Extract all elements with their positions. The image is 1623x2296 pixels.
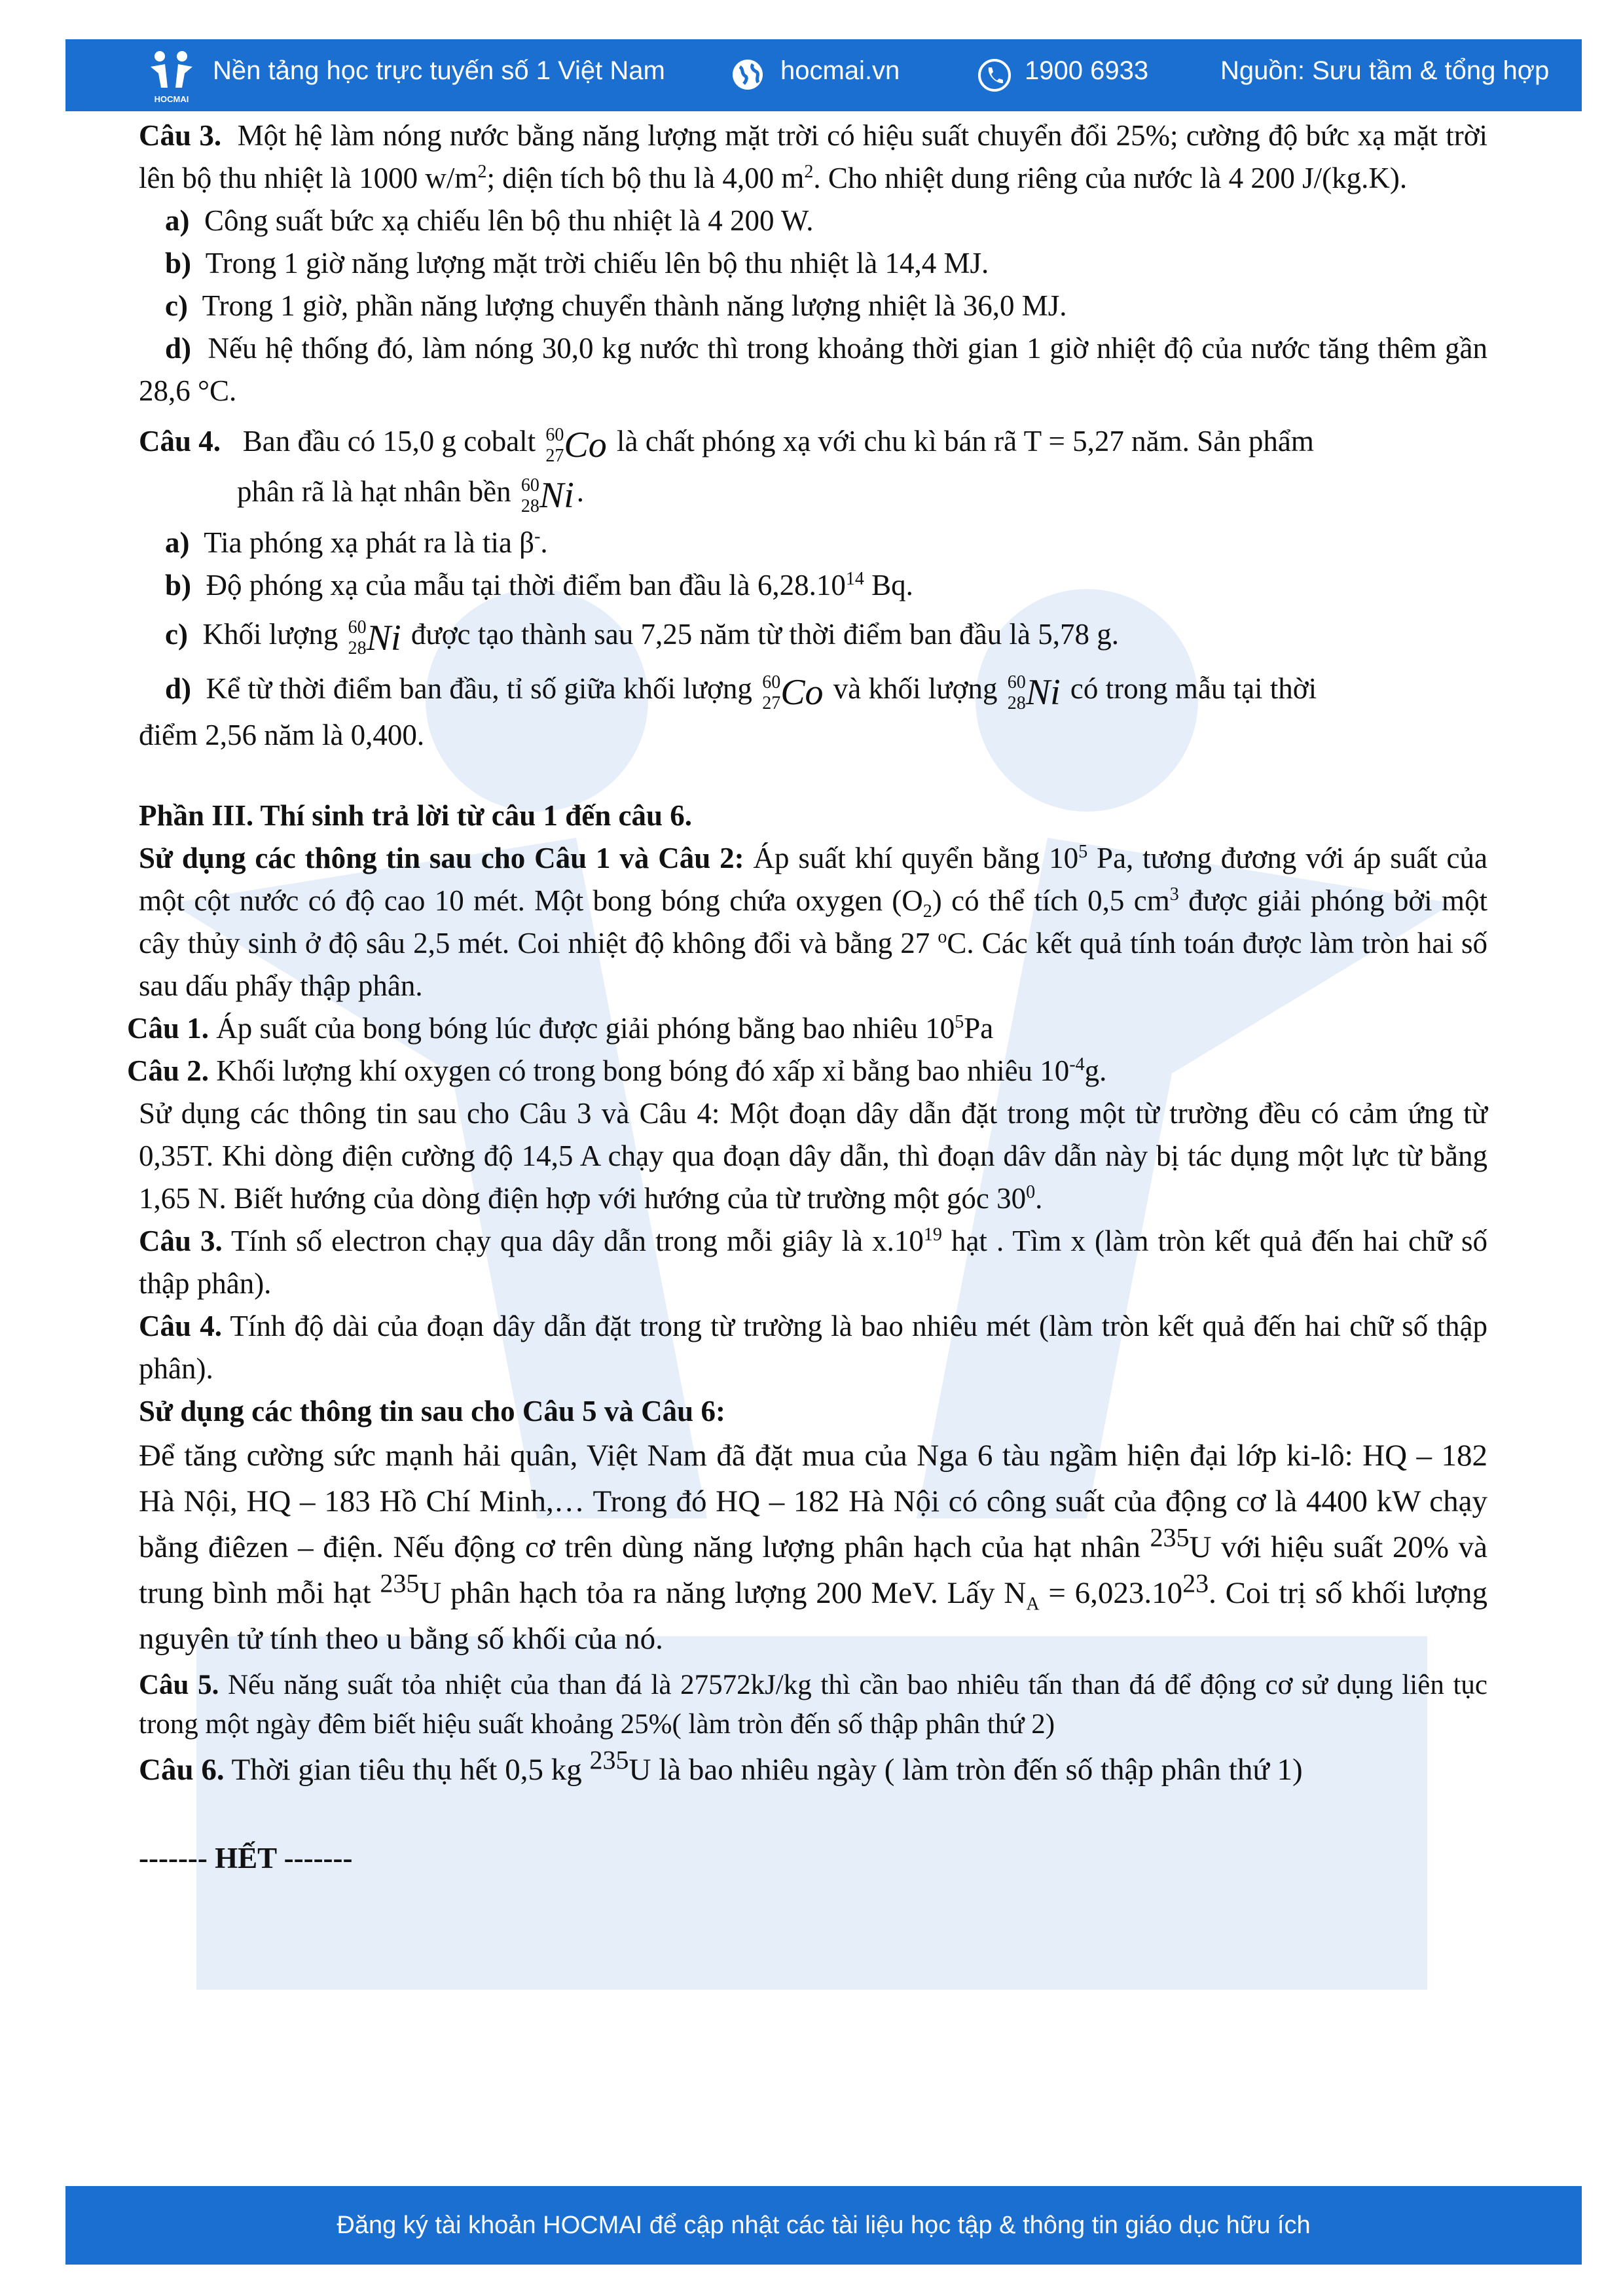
hotline-number[interactable]: 1900 6933 bbox=[1025, 56, 1149, 85]
q4-a-sup: - bbox=[534, 526, 541, 547]
q4-d-label: d) bbox=[165, 672, 192, 705]
cobalt-60-isotope-d bbox=[762, 669, 823, 714]
q4-a-label: a) bbox=[165, 526, 190, 559]
ni-symbol: Ni bbox=[539, 475, 574, 516]
globe-icon bbox=[731, 58, 765, 92]
part3-title: Phần III. Thí sinh trả lời từ câu 1 đến câu 6. bbox=[139, 799, 693, 832]
info12-text-c: ) có thể tích 0,5 cm bbox=[932, 884, 1170, 917]
p3-c3-tail: hạt . Tìm x (làm tròn kết quả đến hai chữ số thập phân). bbox=[139, 1225, 1487, 1300]
co-mass-number: 60 bbox=[545, 424, 564, 445]
co-symbol: Co bbox=[564, 425, 607, 466]
q3-c-text: Trong 1 giờ, phần năng lượng chuyển thành năng lượng nhiệt là 36,0 MJ. bbox=[202, 289, 1067, 322]
q3-stem-text-c: . Cho nhiệt dung riêng của nước là 4 200 J/(kg.K). bbox=[813, 162, 1408, 194]
co-atomic-number: 27 bbox=[762, 692, 781, 713]
nickel-60-isotope-d bbox=[1008, 669, 1061, 714]
p3-c2-tail: g. bbox=[1084, 1054, 1107, 1087]
p3-c1-label: Câu 1. bbox=[127, 1012, 210, 1045]
q3-sup-1: 2 bbox=[477, 162, 487, 182]
info12-label: Sử dụng các thông tin sau cho Câu 1 và Câu 2: bbox=[139, 842, 744, 874]
p3-c2-text: Khối lượng khí oxygen có trong bong bóng đó xấp xỉ bằng bao nhiêu 10 bbox=[209, 1054, 1070, 1087]
document-body bbox=[127, 115, 1488, 1880]
co-mass-number: 60 bbox=[762, 672, 781, 692]
info56-text-c: U phân hạch tỏa ra năng lượng 200 MeV. Lấy N bbox=[419, 1576, 1027, 1610]
footer-text[interactable]: Đăng ký tài khoản HOCMAI để cập nhật các tài liệu học tập & thông tin giáo dục hữu ích bbox=[337, 2211, 1311, 2239]
info56-text-e: . Coi trị số khối lượng nguyên tử tính theo u bằng số khối của nó. bbox=[139, 1576, 1487, 1656]
info56-text-a: Để tăng cường sức mạnh hải quân, Việt Nam đã đặt mua của Nga 6 tàu ngầm hiện đại lớp ki-lô: HQ – 182 Hà Nội, HQ – 183 Hồ Chí Minh,… Trong đó HQ – 182 Hà Nội có công suất của động cơ là 4400 kW chạy bằng điêzen – điện. Nếu động cơ trên dùng năng lượng phân hạch của hạt nhân bbox=[139, 1439, 1487, 1564]
p3-question-2 bbox=[127, 1050, 1487, 1092]
section-gap bbox=[139, 757, 1487, 795]
ni-mass-number: 60 bbox=[348, 617, 367, 638]
q3-option-d bbox=[139, 327, 1487, 412]
q3-sup-2: 2 bbox=[804, 162, 814, 182]
q4-c-label: c) bbox=[165, 617, 188, 651]
ni-symbol: Ni bbox=[366, 617, 401, 658]
q4-a-text: Tia phóng xạ phát ra là tia β bbox=[204, 526, 535, 559]
info12-text-d: được giải phóng bởi một cây thủy sinh ở độ sâu 2,5 mét. Coi nhiệt độ không đổi và bằng 27 bbox=[139, 884, 1487, 960]
p3-c6-text-a: Thời gian tiêu thụ hết 0,5 kg bbox=[224, 1753, 590, 1787]
p3-c2-sup: -4 bbox=[1069, 1054, 1085, 1075]
p3-c5-label: Câu 5. bbox=[139, 1670, 219, 1700]
info12-sup2: 3 bbox=[1169, 884, 1179, 905]
q3-d-text: Nếu hệ thống đó, làm nóng 30,0 kg nước thì trong khoảng thời gian 1 giờ nhiệt độ của nước tăng thêm gần 28,6 °C. bbox=[139, 332, 1487, 407]
page-footer-bar[interactable] bbox=[65, 2186, 1582, 2265]
q4-option-b bbox=[139, 564, 1487, 607]
page-header-bar bbox=[65, 39, 1582, 111]
info12-sup3: o bbox=[938, 927, 947, 947]
q4-stem bbox=[139, 420, 1487, 467]
p3-question-3 bbox=[139, 1220, 1487, 1305]
info12-text-e: C. Các kết quả tính toán được làm tròn hai số sau dấu phẩy thập phân. bbox=[139, 927, 1487, 1002]
q3-label: Câu 3. bbox=[139, 119, 222, 152]
cobalt-60-isotope bbox=[545, 422, 606, 467]
info34-sup: 0 bbox=[1026, 1182, 1036, 1202]
na-sub: A bbox=[1026, 1594, 1040, 1615]
info34-text: Sử dụng các thông tin sau cho Câu 3 và Câu 4: Một đoạn dây dẫn đặt trong một từ trường đều có cảm ứng từ 0,35T. Khi dòng điện cường độ 14,5 A chạy qua đoạn dây dẫn, thì đoạn dâv dẫn này bị tác dụng một lực từ bằng 1,65 N. Biết hướng của dòng điện hợp với hướng của từ trường một góc 30 bbox=[139, 1097, 1487, 1215]
p3-c3-sup: 19 bbox=[923, 1225, 942, 1245]
q4-option-d-line2 bbox=[139, 714, 1487, 757]
info-q3-q4 bbox=[139, 1092, 1487, 1220]
q4-d-text-b: và khối lượng bbox=[833, 672, 998, 705]
p3-c4-text: Tính độ dài của đoạn dây dẫn đặt trong từ trường là bao nhiêu mét (làm tròn kết quả đến hai chữ số thập phân). bbox=[139, 1310, 1487, 1385]
q4-stem-line2: phân rã là hạt nhân bền 60 28Ni. bbox=[139, 471, 1487, 517]
p3-question-4 bbox=[139, 1305, 1487, 1390]
q4-stem-text-a: Ban đầu có 15,0 g cobalt bbox=[242, 425, 536, 457]
end-marker: ------- HẾT ------- bbox=[139, 1842, 353, 1874]
svg-text:HOCMAI: HOCMAI bbox=[154, 94, 189, 104]
info-q1-q2 bbox=[139, 837, 1487, 1007]
p3-c1-sup: 5 bbox=[955, 1012, 964, 1032]
q4-d-text-d: điểm 2,56 năm là 0,400. bbox=[139, 719, 425, 751]
ni-symbol: Ni bbox=[1025, 672, 1061, 713]
p3-c3-text: Tính số electron chạy qua dây dẫn trong mỗi giây là x.10 bbox=[222, 1225, 924, 1257]
p3-c6-label: Câu 6. bbox=[139, 1753, 225, 1787]
p3-c1-text: Áp suất của bong bóng lúc được giải phóng bằng bao nhiêu 10 bbox=[209, 1012, 955, 1045]
q4-stem-text-c: phân rã là hạt nhân bền bbox=[237, 475, 511, 509]
u235-sup-2: 235 bbox=[380, 1568, 420, 1598]
info12-sup: 5 bbox=[1078, 842, 1088, 862]
site-url[interactable]: hocmai.vn bbox=[780, 56, 900, 85]
info12-text-a: Áp suất khí quyển bằng 10 bbox=[744, 842, 1079, 874]
p3-c4-label: Câu 4. bbox=[139, 1310, 222, 1342]
q4-option-c bbox=[139, 613, 1487, 660]
u235-sup-3: 235 bbox=[589, 1745, 629, 1775]
q3-option-a bbox=[139, 200, 1487, 242]
ni-atomic-number: 28 bbox=[348, 638, 367, 659]
info-q5-q6 bbox=[139, 1433, 1487, 1662]
q3-b-label: b) bbox=[165, 247, 192, 279]
q3-stem-text-a: Một hệ làm nóng nước bằng năng lượng mặt trời có hiệu suất chuyển đổi 25%; cường độ bức xạ mặt trời lên bộ thu nhiệt là 1000 w/m bbox=[139, 119, 1487, 194]
info56-text-b: U với hiệu suất 20% và trung bình mỗi hạt bbox=[139, 1530, 1487, 1610]
q4-c-text-a: Khối lượng bbox=[202, 617, 338, 651]
q3-c-label: c) bbox=[165, 289, 188, 322]
p3-c6-text-b: U là bao nhiêu ngày ( làm tròn đến số thập phân thứ 1) bbox=[629, 1753, 1303, 1787]
q3-stem-text-b: ; diện tích bộ thu là 4,00 m bbox=[486, 162, 805, 194]
na-sup: 23 bbox=[1182, 1568, 1209, 1598]
q3-option-b bbox=[139, 242, 1487, 285]
p3-question-1 bbox=[127, 1007, 1487, 1050]
brand-tagline: Nền tảng học trực tuyến số 1 Việt Nam bbox=[213, 56, 665, 85]
ni-atomic-number: 28 bbox=[520, 496, 539, 516]
q4-stem-text-b: là chất phóng xạ với chu kì bán rã T = 5,27 năm. Sản phẩm bbox=[617, 425, 1314, 457]
q4-b-sup: 14 bbox=[845, 568, 864, 589]
q4-c-text-b: được tạo thành sau 7,25 năm từ thời điểm ban đầu là 5,78 g. bbox=[410, 617, 1120, 651]
ni-atomic-number: 28 bbox=[1007, 692, 1026, 713]
q4-label: Câu 4. bbox=[139, 425, 221, 457]
hocmai-logo-icon bbox=[145, 47, 198, 105]
p3-question-5 bbox=[139, 1666, 1487, 1744]
q4-b-text: Độ phóng xạ của mẫu tại thời điểm ban đầu là 6,28.10 bbox=[206, 568, 846, 601]
q3-stem bbox=[139, 115, 1487, 200]
info34-tail: . bbox=[1035, 1182, 1043, 1215]
q3-a-label: a) bbox=[165, 204, 190, 237]
source-note: Nguồn: Sưu tầm & tổng hợp bbox=[1220, 56, 1550, 85]
nickel-60-isotope bbox=[521, 472, 574, 517]
q4-d-text-a: Kể từ thời điểm ban đầu, tỉ số giữa khối lượng bbox=[206, 672, 752, 705]
co-symbol: Co bbox=[780, 672, 824, 713]
q4-d-text-c: có trong mẫu tại thời bbox=[1070, 672, 1317, 705]
phone-icon bbox=[977, 58, 1012, 93]
ni-mass-number: 60 bbox=[520, 475, 539, 495]
q4-b-tail: Bq. bbox=[864, 568, 913, 601]
info56-label: Sử dụng các thông tin sau cho Câu 5 và Câu 6: bbox=[139, 1395, 725, 1427]
ni-mass-number: 60 bbox=[1007, 672, 1026, 692]
nickel-60-isotope-c bbox=[348, 615, 401, 660]
q4-option-a: a) Tia phóng xạ phát ra là tia β-. bbox=[165, 526, 548, 559]
q3-option-c bbox=[139, 285, 1487, 327]
u235-sup: 235 bbox=[1150, 1522, 1190, 1552]
q4-b-label: b) bbox=[165, 568, 192, 601]
q3-b-text: Trong 1 giờ năng lượng mặt trời chiếu lên bộ thu nhiệt là 14,4 MJ. bbox=[205, 247, 989, 279]
info56-text-d: = 6,023.10 bbox=[1039, 1576, 1183, 1610]
p3-question-6 bbox=[139, 1745, 1487, 1791]
p3-c2-label: Câu 2. bbox=[127, 1054, 210, 1087]
q3-a-text: Công suất bức xạ chiếu lên bộ thu nhiệt là 4 200 W. bbox=[204, 204, 814, 237]
info12-text-b: Pa, tương đương với áp suất của một cột nước có độ cao 10 mét. Một bong bóng chứa oxygen (O bbox=[139, 842, 1488, 917]
p3-c3-label: Câu 3. bbox=[139, 1225, 223, 1257]
co-atomic-number: 27 bbox=[545, 445, 564, 466]
p3-c1-tail: Pa bbox=[964, 1012, 994, 1045]
q3-d-label: d) bbox=[165, 332, 192, 365]
info12-sub: 2 bbox=[922, 901, 932, 922]
p3-c5-text: Nếu năng suất tỏa nhiệt của than đá là 27572kJ/kg thì cần bao nhiêu tấn than đá để động cơ sử dụng liên tục trong một ngày đêm biết hiệu suất khoảng 25%( làm tròn đến số thập phân thứ 2) bbox=[139, 1670, 1487, 1740]
q4-option-d bbox=[139, 668, 1487, 714]
